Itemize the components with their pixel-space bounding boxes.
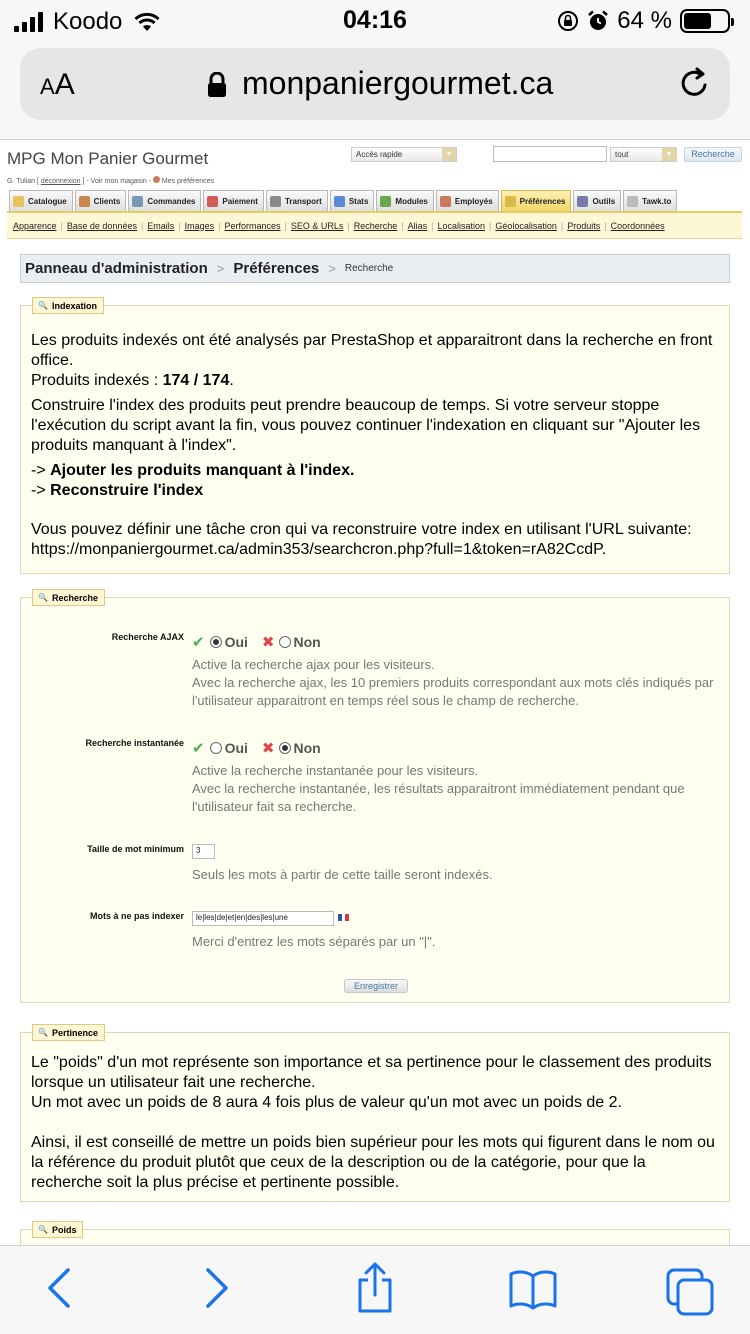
subnav-link[interactable]: Images xyxy=(184,220,215,231)
cross-icon: ✖ xyxy=(261,740,275,757)
tab-label: Stats xyxy=(348,196,369,206)
tab-paiement[interactable] xyxy=(203,190,264,211)
tabs-icon[interactable] xyxy=(664,1266,716,1316)
orientation-lock-icon xyxy=(557,10,579,32)
user-line: G. Tulian [ déconnexion ] - Voir mon magasin - Mes préférences xyxy=(7,178,215,185)
chevron-right-icon: > xyxy=(328,261,336,276)
subnav-link[interactable]: Localisation xyxy=(437,220,486,231)
instant-yes-radio[interactable] xyxy=(210,742,222,754)
search-input[interactable] xyxy=(493,146,607,162)
tab-icon xyxy=(627,196,638,207)
tab-pr-f-rences[interactable] xyxy=(501,190,572,211)
search-icon: 🔍 xyxy=(38,1225,48,1234)
battery-icon xyxy=(680,9,730,33)
ajax-help: Active la recherche ajax pour les visiteurs. Avec la recherche ajax, les 10 premiers produits correspondant aux mots clés indiqués par l'utilisateur apparaitront en temps réel sous le champ de recherche. xyxy=(192,657,714,708)
reader-aa-button[interactable]: AA xyxy=(40,68,75,101)
instant-no-radio[interactable] xyxy=(279,742,291,754)
ajax-yes-radio[interactable] xyxy=(210,636,222,648)
search-icon: 🔍 xyxy=(38,301,48,310)
tab-icon xyxy=(577,196,588,207)
tab-icon xyxy=(334,196,345,207)
tab-label: Tawk.to xyxy=(642,196,672,206)
tab-commandes[interactable] xyxy=(128,190,201,211)
tab-label: Clients xyxy=(93,196,121,206)
tab-transport[interactable] xyxy=(266,190,328,211)
blacklist-input[interactable]: le|les|de|et|en|des|les|une xyxy=(192,911,334,926)
lock-icon xyxy=(207,72,227,98)
forward-icon[interactable] xyxy=(202,1266,232,1310)
tab-label: Commandes xyxy=(147,196,196,206)
subnav-link[interactable]: Produits xyxy=(567,220,601,231)
chevron-right-icon: > xyxy=(216,261,225,276)
subnav-link[interactable]: Recherche xyxy=(353,220,398,231)
instant-radio-group: ✔ Oui ✖ Non xyxy=(192,740,321,757)
subnav-separator: | xyxy=(60,220,63,231)
tab-employ-s[interactable] xyxy=(436,190,499,211)
add-missing-link[interactable]: Ajouter les produits manquant à l'index. xyxy=(50,462,355,479)
subnav-separator: | xyxy=(284,220,287,231)
breadcrumb-root[interactable]: Panneau d'administration xyxy=(25,260,208,277)
subnav-link[interactable]: Géolocalisation xyxy=(495,220,557,231)
battery-percent: 64 % xyxy=(617,7,672,34)
subnav-link[interactable]: Base de données xyxy=(66,220,137,231)
tab-icon xyxy=(440,196,451,207)
subnav-separator: | xyxy=(604,220,607,231)
minword-label: Taille de mot minimum xyxy=(87,844,184,854)
subnav-link[interactable]: Apparence xyxy=(13,220,57,231)
relevance-p2: Un mot avec un poids de 8 aura 4 fois plus de valeur qu'un mot avec un poids de 2. xyxy=(31,1094,622,1111)
subnav-separator: | xyxy=(431,220,434,231)
relevance-panel xyxy=(20,1027,730,1202)
instant-label: Recherche instantanée xyxy=(85,738,184,748)
tab-label: Paiement xyxy=(222,196,258,206)
subnav-link[interactable]: SEO & URLs xyxy=(290,220,344,231)
tab-label: Préférences xyxy=(519,196,566,206)
relevance-p3: Ainsi, il est conseillé de mettre un poids bien supérieur pour les mots qui figurent dans le nom ou la référence du produit plutôt que ceux de la description ou de la catégorie, pour que la recherche soit la plus précise et pertinente possible. xyxy=(31,1134,715,1191)
search-icon: 🔍 xyxy=(38,1028,48,1037)
breadcrumb xyxy=(20,254,730,283)
subnav-separator: | xyxy=(489,220,492,231)
blacklist-label: Mots à ne pas indexer xyxy=(89,911,184,921)
relevance-p1: Le "poids" d'un mot représente son importance et sa pertinence pour le classement des produits lorsque un utilisateur fait une recherche. xyxy=(31,1054,712,1091)
save-button[interactable]: Enregistrer xyxy=(344,979,408,993)
subnav-link[interactable]: Emails xyxy=(147,220,175,231)
poids-legend: 🔍 Poids xyxy=(32,1221,83,1238)
tab-label: Modules xyxy=(395,196,428,206)
tab-modules[interactable] xyxy=(376,190,433,211)
alarm-icon xyxy=(587,10,609,32)
subnav-link[interactable]: Alias xyxy=(407,220,428,231)
browser-chrome xyxy=(0,42,750,140)
tab-icon xyxy=(380,196,391,207)
web-page xyxy=(0,140,750,1245)
tab-label: Employés xyxy=(454,196,493,206)
tab-label: Outils xyxy=(592,196,616,206)
french-flag-icon[interactable] xyxy=(338,914,349,921)
indexation-panel xyxy=(20,300,730,574)
main-tabs xyxy=(9,190,677,211)
tab-icon xyxy=(13,196,24,207)
check-icon: ✔ xyxy=(192,740,205,757)
ajax-no-radio[interactable] xyxy=(279,636,291,648)
cross-icon: ✖ xyxy=(261,634,275,651)
prefs-icon xyxy=(153,176,160,183)
search-icon: 🔍 xyxy=(38,593,48,602)
tab-icon xyxy=(132,196,143,207)
share-icon[interactable] xyxy=(354,1262,396,1314)
tab-label: Catalogue xyxy=(28,196,67,206)
tab-clients[interactable] xyxy=(75,190,127,211)
tab-stats[interactable] xyxy=(330,190,375,211)
subnav-separator: | xyxy=(560,220,564,231)
subnav-link[interactable]: Coordonnées xyxy=(610,220,665,231)
my-preferences-link[interactable]: Mes préférences xyxy=(161,178,215,185)
breadcrumb-current: Recherche xyxy=(344,263,394,274)
tab-outils[interactable] xyxy=(573,190,621,211)
indexed-count: Produits indexés : 174 / 174. xyxy=(31,372,234,389)
clock: 04:16 xyxy=(343,6,407,34)
subnav-separator: | xyxy=(401,220,404,231)
search-button[interactable]: Recherche xyxy=(684,147,742,162)
reload-icon[interactable] xyxy=(678,66,712,100)
rebuild-index-link[interactable]: Reconstruire l'index xyxy=(50,482,204,499)
recherche-legend: 🔍 Recherche xyxy=(32,589,105,606)
url-text[interactable]: monpaniergourmet.ca xyxy=(242,65,554,101)
quick-access-select[interactable]: Accès rapide ▼ xyxy=(351,147,457,162)
sub-navigation xyxy=(7,211,742,239)
tab-label: Transport xyxy=(284,196,322,206)
tab-tawk-to[interactable] xyxy=(623,190,677,211)
subnav-separator: | xyxy=(218,220,221,231)
subnav-separator: | xyxy=(347,220,350,231)
minword-help: Seuls les mots à partir de cette taille seront indexés. xyxy=(192,867,493,882)
blacklist-help: Merci d'entrez les mots séparés par un "|". xyxy=(192,934,436,949)
rebuild-row: -> Reconstruire l'index xyxy=(31,482,204,499)
tab-icon xyxy=(270,196,281,207)
indexation-intro: Les produits indexés ont été analysés par PrestaShop et apparaitront dans la recherche en front office. xyxy=(31,332,713,369)
chevron-down-icon: ▼ xyxy=(442,148,456,161)
minword-input[interactable]: 3 xyxy=(192,844,215,859)
address-bar[interactable] xyxy=(20,48,730,120)
bookmarks-icon[interactable] xyxy=(508,1268,558,1310)
tab-icon xyxy=(207,196,218,207)
cron-info: Vous pouvez définir une tâche cron qui va reconstruire votre index en utilisant l'URL suivante: https://monpaniergourmet.ca/admin353/searchcron.php?full=1&token=rA82CcdP. xyxy=(31,521,692,558)
check-icon: ✔ xyxy=(192,634,205,651)
logout-link[interactable]: déconnexion xyxy=(40,178,81,185)
browser-toolbar xyxy=(0,1245,750,1334)
indexation-warning: Construire l'index des produits peut prendre beaucoup de temps. Si votre serveur stoppe l'exécution du script avant la fin, vous pouvez continuer l'indexation en cliquant sur "Ajouter les produits manquant à l'index". xyxy=(31,397,701,454)
tab-icon xyxy=(79,196,90,207)
subnav-separator: | xyxy=(140,220,144,231)
carrier: Koodo xyxy=(53,8,123,35)
indexation-legend: 🔍 Indexation xyxy=(32,297,104,314)
instant-help: Active la recherche instantanée pour les visiteurs. Avec la recherche instantanée, les résultats apparaitront immédiatement pendant que l'utilisateur fait sa recherche. xyxy=(192,763,685,814)
tab-icon xyxy=(505,196,516,207)
breadcrumb-section[interactable]: Préférences xyxy=(233,260,320,277)
ajax-radio-group: ✔ Oui ✖ Non xyxy=(192,634,321,651)
search-scope-select[interactable]: tout ▼ xyxy=(610,147,677,162)
weights-panel xyxy=(20,1224,730,1245)
chevron-down-icon: ▼ xyxy=(662,148,676,161)
site-title: MPG Mon Panier Gourmet xyxy=(7,149,209,168)
pertinence-legend: 🔍 Pertinence xyxy=(32,1024,105,1041)
subnav-separator: | xyxy=(178,220,181,231)
subnav-link[interactable]: Performances xyxy=(224,220,281,231)
back-icon[interactable] xyxy=(44,1266,74,1310)
tab-catalogue[interactable] xyxy=(9,190,73,211)
status-bar xyxy=(0,0,750,42)
ajax-label: Recherche AJAX xyxy=(111,632,184,642)
add-missing-row: -> Ajouter les produits manquant à l'index. xyxy=(31,462,355,479)
search-settings-panel xyxy=(20,592,730,1003)
